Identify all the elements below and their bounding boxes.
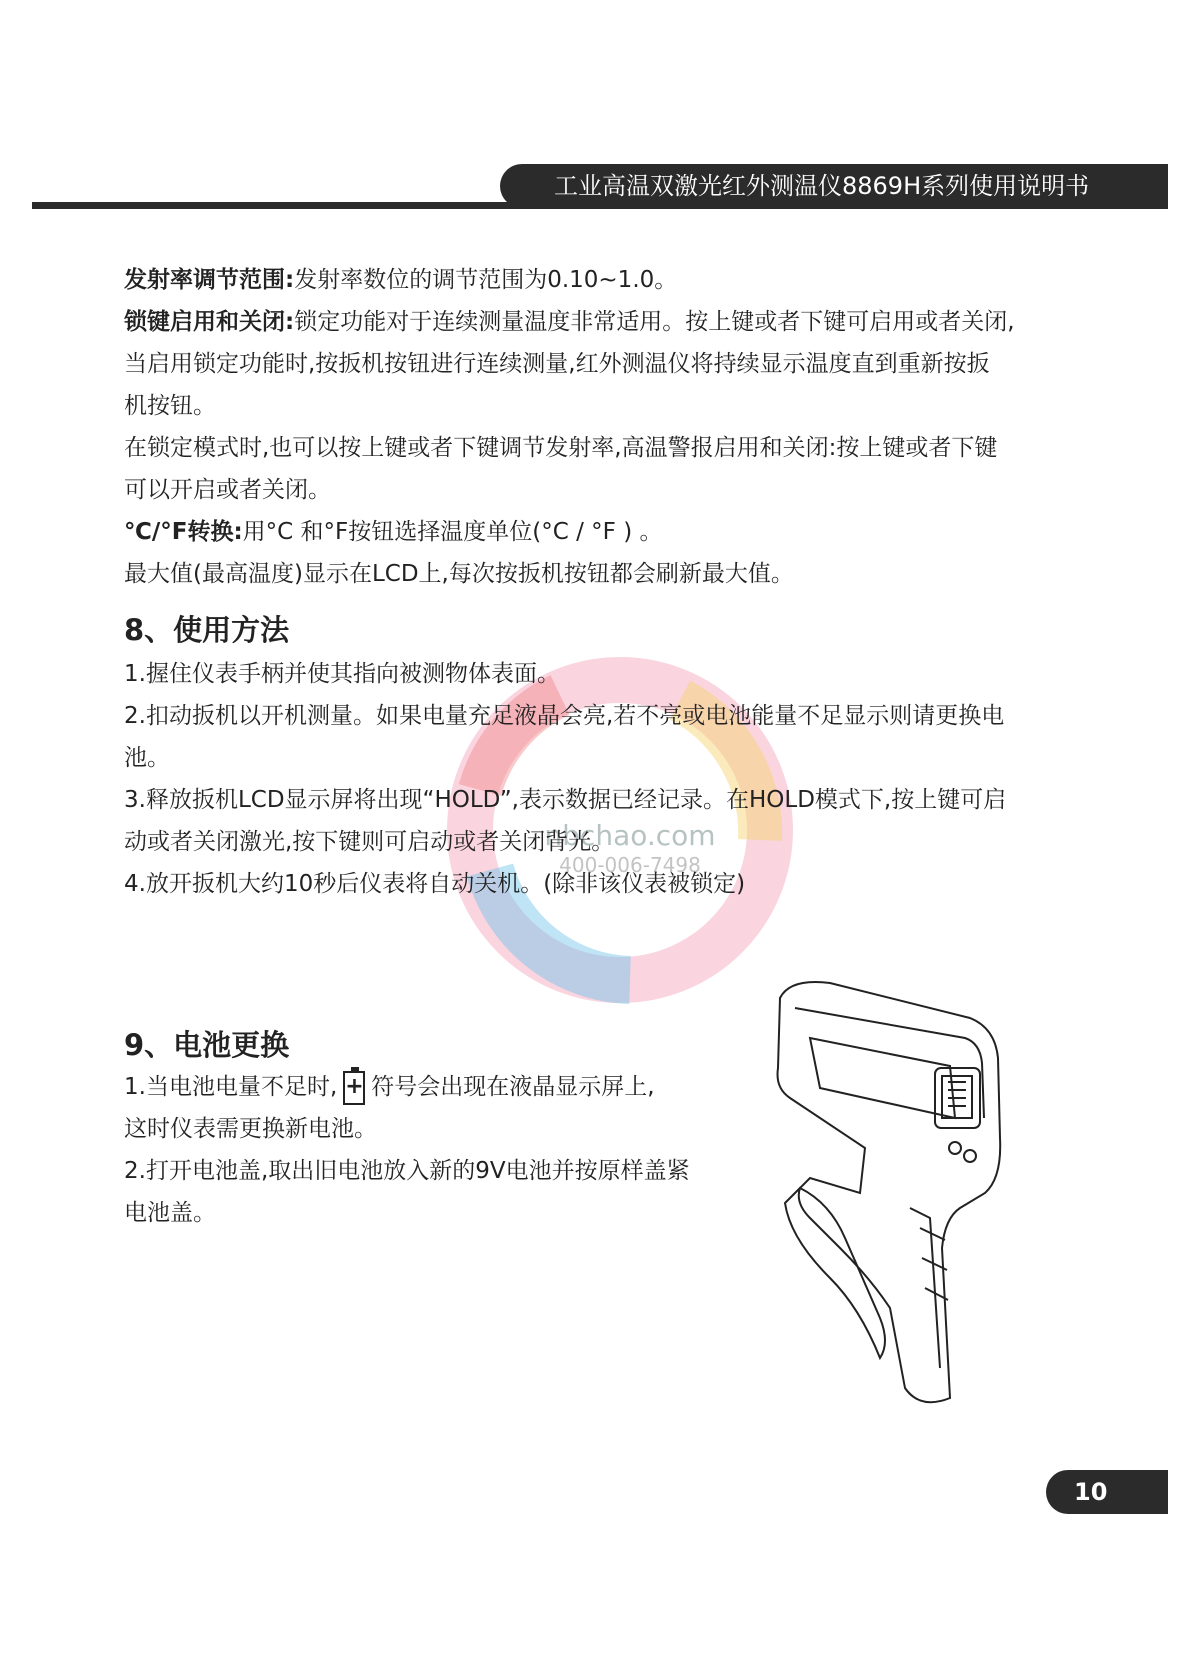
unit-text: 用°C 和°F按钮选择温度单位(°C / °F ) 。 bbox=[242, 519, 663, 545]
battery-step-1b: 这时仪表需更换新电池。 bbox=[124, 1116, 377, 1142]
watermark-text: nbchao.com bbox=[544, 819, 716, 852]
battery-step-1a-pre: 1.当电池电量不足时, bbox=[124, 1074, 338, 1100]
emissivity-line bbox=[124, 259, 677, 301]
battery-step-1a bbox=[124, 1066, 655, 1108]
watermark-phone: 400-006-7498 bbox=[559, 853, 701, 877]
battery-step-2a: 2.打开电池盖,取出旧电池放入新的9V电池并按原样盖紧 bbox=[124, 1158, 690, 1184]
battery-symbol: + bbox=[345, 1073, 364, 1099]
lock-line-2: 当启用锁定功能时,按扳机按钮进行连续测量,红外测温仪将持续显示温度直到重新按扳 bbox=[124, 351, 990, 377]
page-number-text: 10 bbox=[1074, 1478, 1108, 1506]
document-title: 工业高温双激光红外测温仪8869H系列使用说明书 bbox=[554, 172, 1090, 200]
lock-text-1: 锁定功能对于连续测量温度非常适用。按上键或者下键可启用或者关闭, bbox=[294, 309, 1015, 335]
usage-step-3a: 3.释放扳机LCD显示屏将出现“HOLD”,表示数据已经记录。在HOLD模式下,按上键可启 bbox=[124, 787, 1007, 813]
lock-line-4: 在锁定模式时,也可以按上键或者下键调节发射率,高温警报启用和关闭:按上键或者下键 bbox=[124, 435, 998, 461]
battery-step-2b: 电池盖。 bbox=[124, 1200, 216, 1226]
lock-label: 锁键启用和关闭: bbox=[124, 309, 295, 335]
lock-line-3: 机按钮。 bbox=[124, 393, 216, 419]
usage-step-2b: 池。 bbox=[124, 745, 170, 771]
usage-step-4: 4.放开扳机大约10秒后仪表将自动关机。(除非该仪表被锁定) bbox=[124, 871, 746, 897]
unit-label: ℃/°F转换: bbox=[124, 519, 243, 545]
lock-line-5: 可以开启或者关闭。 bbox=[124, 477, 331, 503]
unit-line bbox=[124, 511, 663, 553]
battery-icon bbox=[343, 1071, 365, 1105]
page-number bbox=[1046, 1470, 1168, 1514]
usage-step-1: 1.握住仪表手柄并使其指向被测物体表面。 bbox=[124, 661, 560, 687]
max-line: 最大值(最高温度)显示在LCD上,每次按扳机按钮都会刷新最大值。 bbox=[124, 561, 794, 587]
usage-step-3b: 动或者关闭激光,按下键则可启动或者关闭背光。 bbox=[124, 829, 615, 855]
section-9-heading: 9、电池更换 bbox=[124, 1028, 290, 1062]
infrared-thermometer-illustration bbox=[770, 978, 1020, 1408]
emissivity-label: 发射率调节范围: bbox=[124, 267, 295, 293]
section-8-heading: 8、使用方法 bbox=[124, 613, 290, 647]
emissivity-text: 发射率数位的调节范围为0.10~1.0。 bbox=[294, 267, 678, 293]
battery-step-1a-post: 符号会出现在液晶显示屏上, bbox=[371, 1074, 655, 1100]
header-rule bbox=[32, 202, 1168, 209]
lock-line-1 bbox=[124, 301, 1015, 343]
usage-step-2a: 2.扣动扳机以开机测量。如果电量充足液晶会亮,若不亮或电池能量不足显示则请更换电 bbox=[124, 703, 1005, 729]
